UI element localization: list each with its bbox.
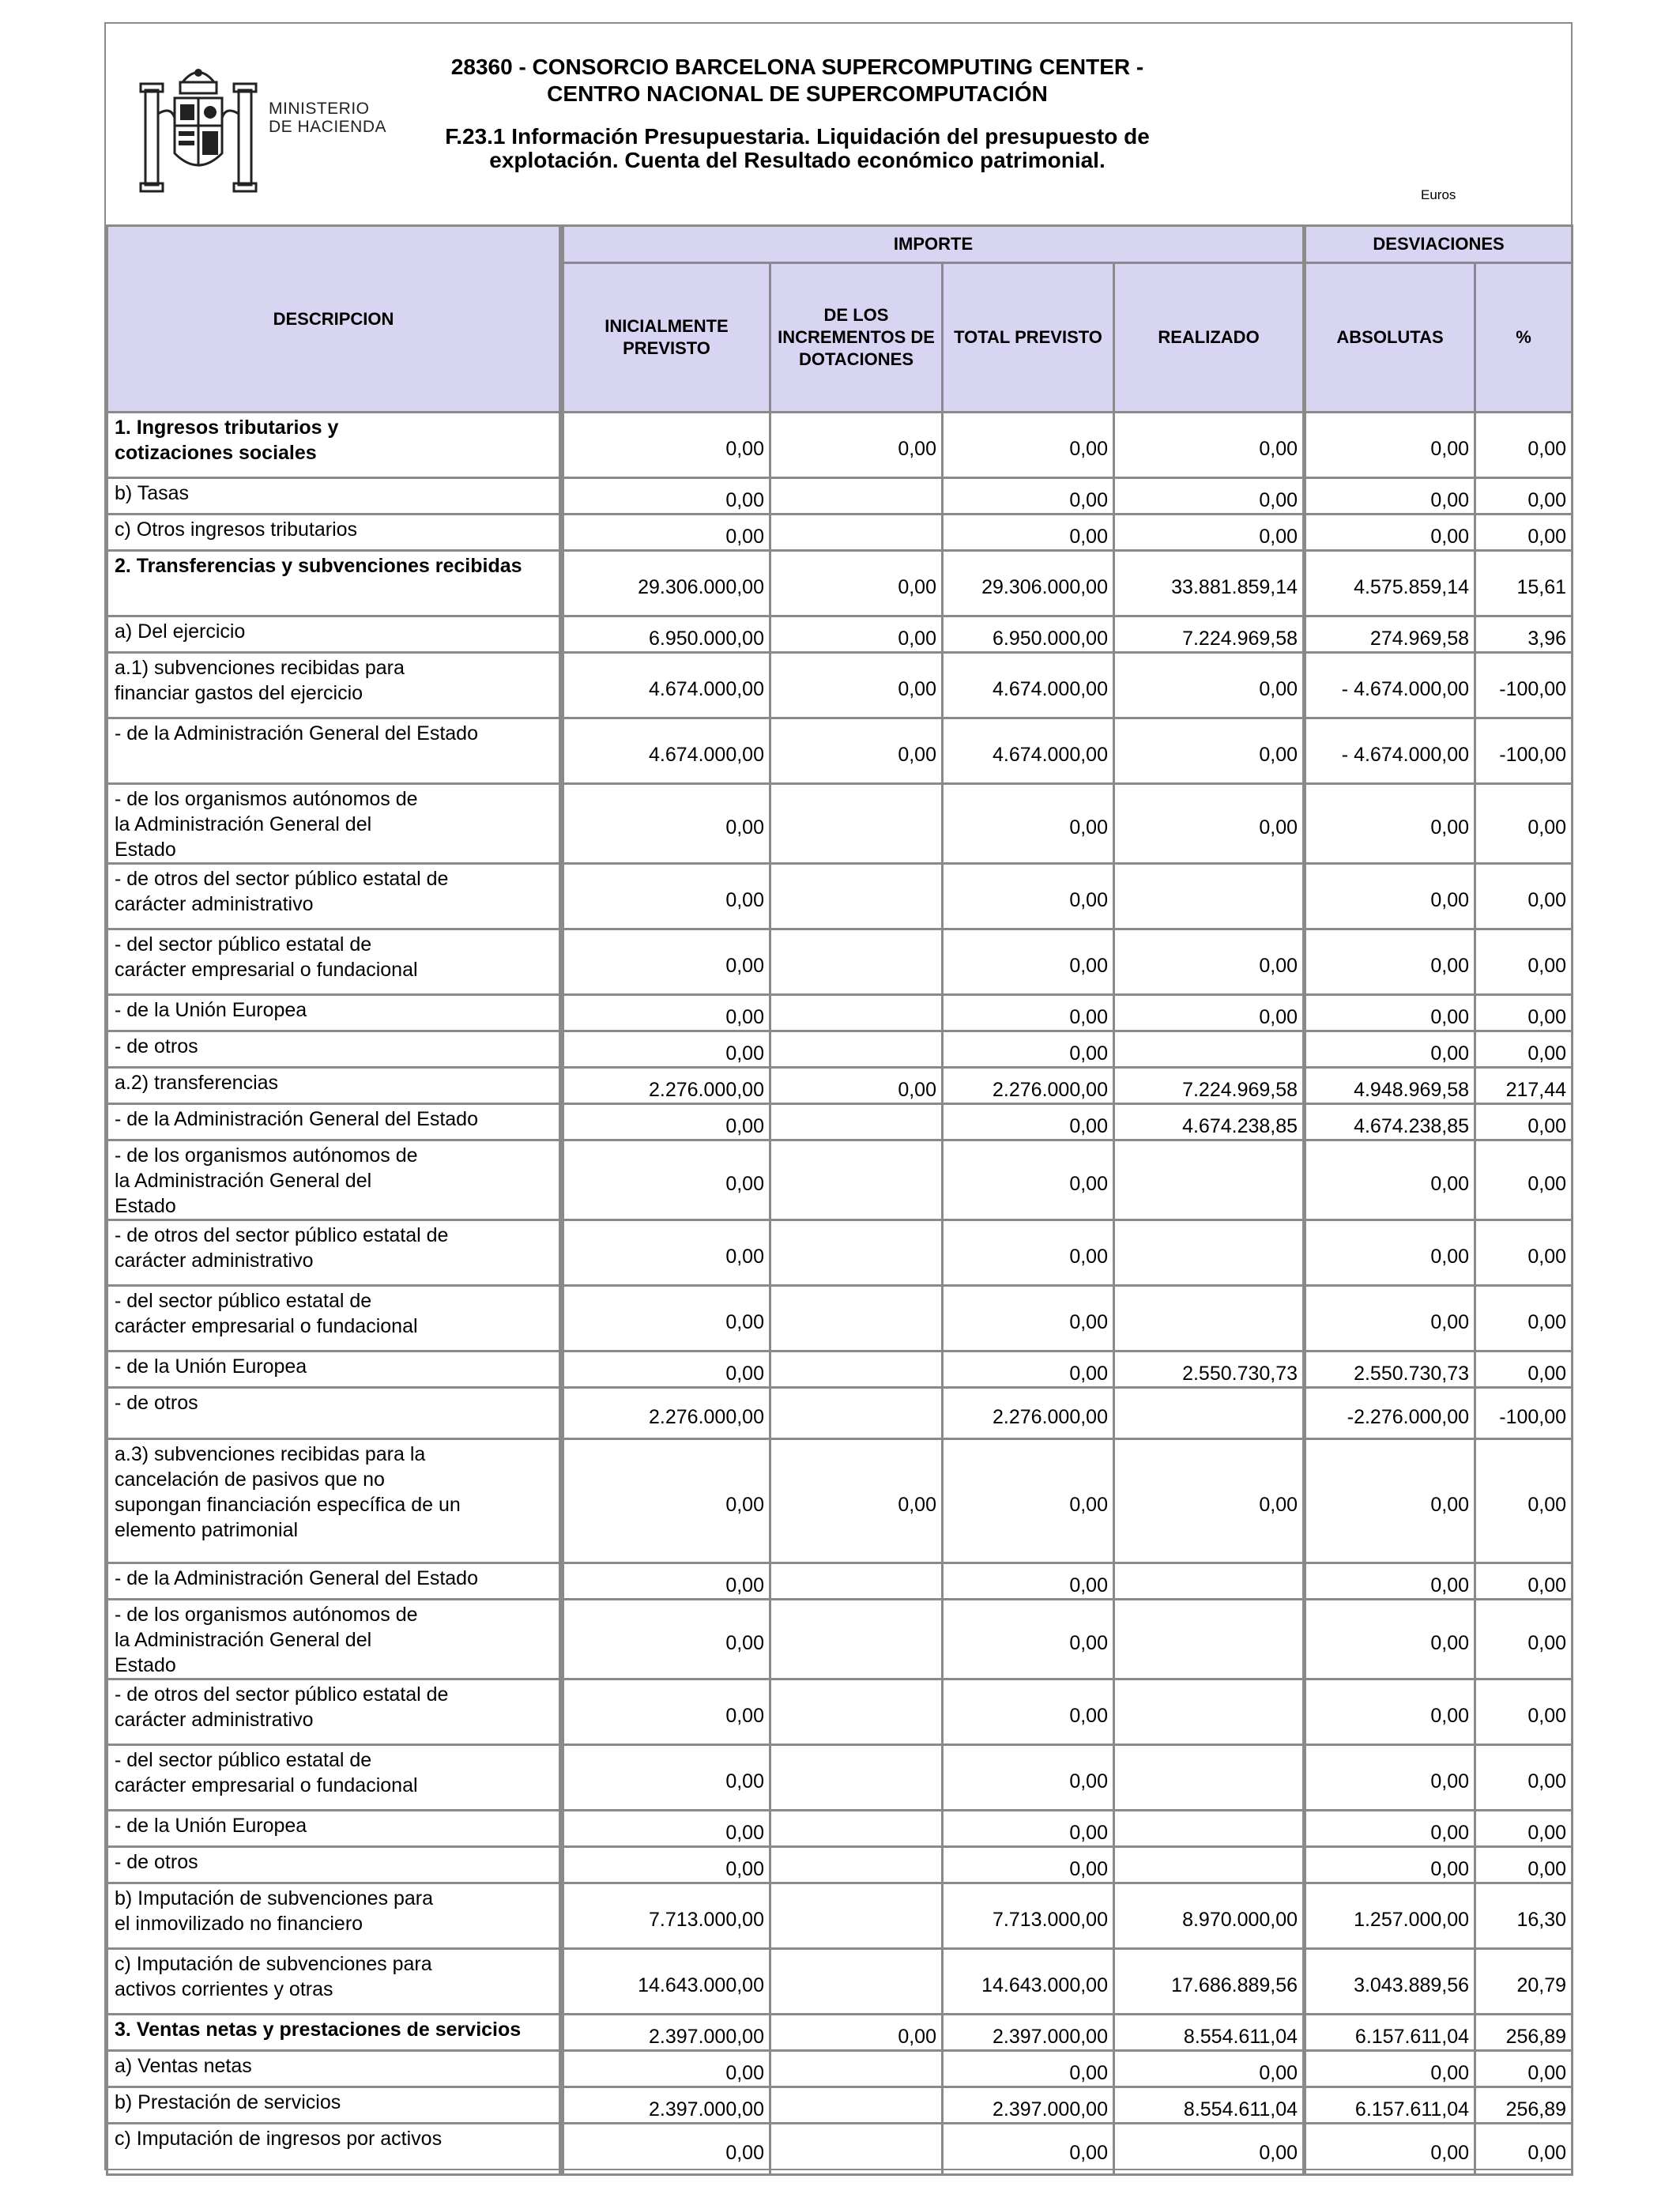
cell-inicialmente-previsto: 2.276.000,00 [562,1388,770,1439]
cell-inicialmente-previsto: 0,00 [562,864,770,929]
cell-incrementos [770,1286,943,1351]
cell-incrementos [770,1949,943,2015]
cell-realizado: 0,00 [1114,2051,1305,2087]
cell-percent: -100,00 [1475,718,1573,784]
cell-total-previsto: 0,00 [943,1031,1114,1068]
cell-percent: 0,00 [1475,413,1573,478]
row-description: - de la Unión Europea [107,995,562,1031]
cell-percent: 15,61 [1475,551,1573,616]
row-description: a) Ventas netas [107,2051,562,2087]
cell-percent: 0,00 [1475,2051,1573,2087]
cell-absolutas: 0,00 [1305,1140,1475,1220]
cell-incrementos [770,995,943,1031]
table-row [107,1439,1573,1563]
cell-total-previsto: 2.276.000,00 [943,1388,1114,1439]
cell-realizado: 0,00 [1114,995,1305,1031]
report-title-line-2: explotación. Cuenta del Resultado económico patrimonial. [489,148,1106,172]
report-title-line-1: F.23.1 Información Presupuestaria. Liquidación del presupuesto de [445,124,1150,149]
cell-inicialmente-previsto: 2.397.000,00 [562,2087,770,2124]
cell-absolutas: 4.674.238,85 [1305,1104,1475,1140]
row-description: - del sector público estatal de carácter empresarial o fundacional [107,1286,562,1351]
cell-total-previsto: 6.950.000,00 [943,616,1114,653]
cell-realizado: 8.554.611,04 [1114,2087,1305,2124]
cell-inicialmente-previsto: 29.306.000,00 [562,551,770,616]
table-row [107,1140,1573,1220]
cell-incrementos [770,1811,943,1847]
cell-inicialmente-previsto: 0,00 [562,478,770,515]
row-description: - de otros [107,1031,562,1068]
row-description: a.1) subvenciones recibidas para financiar gastos del ejercicio [107,653,562,718]
cell-absolutas: 0,00 [1305,1679,1475,1745]
cell-inicialmente-previsto: 0,00 [562,995,770,1031]
col-header-inicialmente-previsto: INICIALMENTE PREVISTO [562,263,770,413]
table-row [107,1031,1573,1068]
cell-inicialmente-previsto: 4.674.000,00 [562,718,770,784]
cell-total-previsto: 29.306.000,00 [943,551,1114,616]
entity-title-line-1: 28360 - CONSORCIO BARCELONA SUPERCOMPUTING CENTER - [450,55,1144,79]
table-row [107,1949,1573,2015]
cell-percent: 0,00 [1475,1847,1573,1883]
cell-realizado: 0,00 [1114,2124,1305,2175]
cell-realizado [1114,1847,1305,1883]
cell-inicialmente-previsto: 7.713.000,00 [562,1883,770,1949]
cell-inicialmente-previsto: 0,00 [562,1847,770,1883]
report-title [343,125,1252,172]
cell-realizado: 7.224.969,58 [1114,616,1305,653]
table-row [107,929,1573,995]
row-description: - del sector público estatal de carácter empresarial o fundacional [107,929,562,995]
cell-percent: 0,00 [1475,478,1573,515]
cell-percent: 0,00 [1475,929,1573,995]
row-description: - de la Administración General del Estado [107,1563,562,1600]
row-description: - de la Unión Europea [107,1351,562,1388]
cell-percent: -100,00 [1475,653,1573,718]
cell-total-previsto: 0,00 [943,478,1114,515]
document-sheet [104,22,1573,2170]
col-header-incrementos: DE LOS INCREMENTOS DE DOTACIONES [770,263,943,413]
cell-incrementos [770,864,943,929]
cell-realizado: 2.550.730,73 [1114,1351,1305,1388]
cell-percent: 0,00 [1475,2124,1573,2175]
document-header [106,24,1571,224]
table-row [107,1883,1573,1949]
cell-total-previsto: 0,00 [943,2051,1114,2087]
table-row [107,995,1573,1031]
ministry-line-1: MINISTERIO [269,100,370,118]
entity-title [343,54,1252,107]
cell-inicialmente-previsto: 0,00 [562,1104,770,1140]
cell-incrementos: 0,00 [770,616,943,653]
cell-incrementos [770,1031,943,1068]
cell-inicialmente-previsto: 2.276.000,00 [562,1068,770,1104]
cell-absolutas: 6.157.611,04 [1305,2015,1475,2051]
cell-absolutas: 0,00 [1305,929,1475,995]
table-row [107,784,1573,864]
table-row [107,1847,1573,1883]
table-row [107,515,1573,551]
cell-percent: 0,00 [1475,784,1573,864]
cell-absolutas: 1.257.000,00 [1305,1883,1475,1949]
cell-absolutas: 0,00 [1305,864,1475,929]
cell-realizado: 4.674.238,85 [1114,1104,1305,1140]
budget-table-body [107,413,1573,2175]
row-description: - de otros del sector público estatal de carácter administrativo [107,1220,562,1286]
cell-absolutas: 0,00 [1305,1745,1475,1811]
row-description: - de la Unión Europea [107,1811,562,1847]
cell-total-previsto: 0,00 [943,995,1114,1031]
cell-realizado [1114,1388,1305,1439]
col-header-percent: % [1475,263,1573,413]
cell-percent: 0,00 [1475,1351,1573,1388]
cell-realizado: 0,00 [1114,718,1305,784]
cell-percent: 0,00 [1475,1600,1573,1679]
table-row [107,1563,1573,1600]
cell-total-previsto: 2.276.000,00 [943,1068,1114,1104]
table-row [107,718,1573,784]
row-description: - del sector público estatal de carácter empresarial o fundacional [107,1745,562,1811]
table-row [107,551,1573,616]
row-description: a) Del ejercicio [107,616,562,653]
cell-absolutas: 0,00 [1305,1439,1475,1563]
row-description: - de otros del sector público estatal de carácter administrativo [107,1679,562,1745]
table-row [107,1104,1573,1140]
cell-incrementos [770,1220,943,1286]
table-row [107,1811,1573,1847]
row-description: a.3) subvenciones recibidas para la cancelación de pasivos que no supongan financiación específica de un elemento patrimonial [107,1439,562,1563]
cell-realizado [1114,1031,1305,1068]
cell-absolutas: 0,00 [1305,1563,1475,1600]
row-description: - de los organismos autónomos de la Administración General del Estado [107,784,562,864]
cell-absolutas: -2.276.000,00 [1305,1388,1475,1439]
cell-percent: 0,00 [1475,1104,1573,1140]
coat-of-arms-logo [139,58,258,201]
cell-inicialmente-previsto: 14.643.000,00 [562,1949,770,2015]
cell-percent: 0,00 [1475,1811,1573,1847]
row-description: - de la Administración General del Estado [107,1104,562,1140]
cell-absolutas: - 4.674.000,00 [1305,653,1475,718]
cell-percent: 0,00 [1475,515,1573,551]
cell-inicialmente-previsto: 2.397.000,00 [562,2015,770,2051]
cell-inicialmente-previsto: 0,00 [562,1220,770,1286]
cell-realizado [1114,1286,1305,1351]
cell-incrementos: 0,00 [770,2015,943,2051]
cell-incrementos [770,1745,943,1811]
cell-realizado [1114,864,1305,929]
cell-incrementos [770,1104,943,1140]
cell-inicialmente-previsto: 0,00 [562,1439,770,1563]
table-row [107,2087,1573,2124]
table-row [107,1068,1573,1104]
table-row [107,1679,1573,1745]
col-header-realizado: REALIZADO [1114,263,1305,413]
row-description: b) Imputación de subvenciones para el inmovilizado no financiero [107,1883,562,1949]
row-description: a.2) transferencias [107,1068,562,1104]
cell-absolutas: 0,00 [1305,1600,1475,1679]
cell-absolutas: 0,00 [1305,1847,1475,1883]
cell-incrementos [770,1847,943,1883]
cell-inicialmente-previsto: 0,00 [562,929,770,995]
table-row [107,1388,1573,1439]
entity-title-line-2: CENTRO NACIONAL DE SUPERCOMPUTACIÓN [547,81,1048,106]
cell-realizado [1114,1811,1305,1847]
col-header-absolutas: ABSOLUTAS [1305,263,1475,413]
row-description: b) Tasas [107,478,562,515]
cell-incrementos [770,1140,943,1220]
row-description: c) Imputación de ingresos por activos [107,2124,562,2175]
cell-realizado [1114,1220,1305,1286]
table-row [107,413,1573,478]
col-header-importe: IMPORTE [562,226,1305,263]
row-description: c) Otros ingresos tributarios [107,515,562,551]
cell-incrementos [770,2124,943,2175]
cell-total-previsto: 4.674.000,00 [943,653,1114,718]
cell-inicialmente-previsto: 0,00 [562,784,770,864]
cell-absolutas: 0,00 [1305,413,1475,478]
cell-inicialmente-previsto: 0,00 [562,1140,770,1220]
cell-absolutas: 0,00 [1305,1031,1475,1068]
cell-absolutas: 3.043.889,56 [1305,1949,1475,2015]
cell-total-previsto: 0,00 [943,515,1114,551]
cell-realizado: 0,00 [1114,515,1305,551]
cell-inicialmente-previsto: 0,00 [562,1563,770,1600]
cell-absolutas: 4.575.859,14 [1305,551,1475,616]
cell-inicialmente-previsto: 4.674.000,00 [562,653,770,718]
cell-realizado: 0,00 [1114,478,1305,515]
cell-total-previsto: 0,00 [943,413,1114,478]
cell-realizado: 7.224.969,58 [1114,1068,1305,1104]
cell-total-previsto: 0,00 [943,1600,1114,1679]
col-header-descripcion: DESCRIPCION [107,226,562,413]
cell-realizado: 0,00 [1114,1439,1305,1563]
cell-percent: 256,89 [1475,2087,1573,2124]
cell-inicialmente-previsto: 0,00 [562,515,770,551]
cell-total-previsto: 0,00 [943,1220,1114,1286]
cell-incrementos [770,2051,943,2087]
cell-realizado [1114,1600,1305,1679]
cell-absolutas: 0,00 [1305,2051,1475,2087]
cell-percent: 20,79 [1475,1949,1573,2015]
cell-inicialmente-previsto: 6.950.000,00 [562,616,770,653]
col-header-total-previsto: TOTAL PREVISTO [943,263,1114,413]
cell-total-previsto: 0,00 [943,1847,1114,1883]
cell-absolutas: 0,00 [1305,995,1475,1031]
cell-percent: 16,30 [1475,1883,1573,1949]
ministry-line-2: DE HACIENDA [269,118,387,136]
cell-incrementos [770,1351,943,1388]
row-description: 1. Ingresos tributarios y cotizaciones sociales [107,413,562,478]
cell-percent: 256,89 [1475,2015,1573,2051]
row-description: - de otros [107,1388,562,1439]
cell-percent: 0,00 [1475,1031,1573,1068]
cell-total-previsto: 0,00 [943,1811,1114,1847]
cell-percent: 0,00 [1475,1286,1573,1351]
table-row [107,1351,1573,1388]
table-row [107,616,1573,653]
cell-total-previsto: 7.713.000,00 [943,1883,1114,1949]
cell-total-previsto: 2.397.000,00 [943,2087,1114,2124]
cell-percent: 217,44 [1475,1068,1573,1104]
cell-incrementos [770,1388,943,1439]
cell-total-previsto: 0,00 [943,929,1114,995]
cell-total-previsto: 0,00 [943,1439,1114,1563]
table-row [107,2124,1573,2175]
cell-incrementos [770,1600,943,1679]
cell-absolutas: 0,00 [1305,1811,1475,1847]
cell-absolutas: 2.550.730,73 [1305,1351,1475,1388]
cell-incrementos [770,929,943,995]
row-description: - de otros [107,1847,562,1883]
cell-total-previsto: 0,00 [943,1104,1114,1140]
cell-absolutas: 6.157.611,04 [1305,2087,1475,2124]
cell-total-previsto: 0,00 [943,784,1114,864]
row-description: b) Prestación de servicios [107,2087,562,2124]
cell-total-previsto: 14.643.000,00 [943,1949,1114,2015]
cell-percent: 0,00 [1475,1563,1573,1600]
row-description: c) Imputación de subvenciones para activos corrientes y otras [107,1949,562,2015]
cell-absolutas: 0,00 [1305,1220,1475,1286]
cell-incrementos [770,1679,943,1745]
cell-total-previsto: 0,00 [943,1351,1114,1388]
table-row [107,1286,1573,1351]
currency-unit: Euros [1421,187,1456,202]
cell-incrementos [770,515,943,551]
cell-realizado [1114,1563,1305,1600]
cell-total-previsto: 0,00 [943,1286,1114,1351]
table-row [107,1220,1573,1286]
cell-absolutas: 0,00 [1305,515,1475,551]
cell-realizado: 0,00 [1114,929,1305,995]
cell-absolutas: 0,00 [1305,2124,1475,2175]
cell-incrementos: 0,00 [770,551,943,616]
cell-absolutas: - 4.674.000,00 [1305,718,1475,784]
table-row [107,653,1573,718]
budget-table [106,224,1573,2176]
cell-incrementos [770,1563,943,1600]
cell-percent: 0,00 [1475,864,1573,929]
cell-absolutas: 4.948.969,58 [1305,1068,1475,1104]
cell-incrementos: 0,00 [770,653,943,718]
cell-total-previsto: 0,00 [943,1563,1114,1600]
cell-total-previsto: 0,00 [943,1140,1114,1220]
cell-total-previsto: 4.674.000,00 [943,718,1114,784]
cell-realizado: 0,00 [1114,784,1305,864]
table-row [107,2015,1573,2051]
cell-inicialmente-previsto: 0,00 [562,1031,770,1068]
table-row [107,1600,1573,1679]
row-description: 3. Ventas netas y prestaciones de servicios [107,2015,562,2051]
col-header-desviaciones: DESVIACIONES [1305,226,1573,263]
cell-realizado: 0,00 [1114,653,1305,718]
row-description: 2. Transferencias y subvenciones recibidas [107,551,562,616]
cell-percent: 3,96 [1475,616,1573,653]
cell-inicialmente-previsto: 0,00 [562,1286,770,1351]
cell-inicialmente-previsto: 0,00 [562,1811,770,1847]
cell-incrementos [770,2087,943,2124]
cell-total-previsto: 0,00 [943,864,1114,929]
cell-realizado: 33.881.859,14 [1114,551,1305,616]
cell-absolutas: 274.969,58 [1305,616,1475,653]
cell-inicialmente-previsto: 0,00 [562,2051,770,2087]
cell-inicialmente-previsto: 0,00 [562,1679,770,1745]
cell-total-previsto: 0,00 [943,1745,1114,1811]
cell-realizado: 0,00 [1114,413,1305,478]
cell-total-previsto: 0,00 [943,2124,1114,2175]
cell-inicialmente-previsto: 0,00 [562,2124,770,2175]
cell-absolutas: 0,00 [1305,784,1475,864]
cell-percent: 0,00 [1475,1140,1573,1220]
cell-percent: 0,00 [1475,1745,1573,1811]
cell-realizado [1114,1745,1305,1811]
row-description: - de los organismos autónomos de la Administración General del Estado [107,1600,562,1679]
row-description: - de la Administración General del Estado [107,718,562,784]
cell-inicialmente-previsto: 0,00 [562,1600,770,1679]
cell-inicialmente-previsto: 0,00 [562,1351,770,1388]
cell-inicialmente-previsto: 0,00 [562,413,770,478]
cell-incrementos: 0,00 [770,1439,943,1563]
cell-incrementos: 0,00 [770,1068,943,1104]
cell-incrementos: 0,00 [770,718,943,784]
cell-incrementos [770,784,943,864]
cell-incrementos [770,478,943,515]
cell-realizado: 17.686.889,56 [1114,1949,1305,2015]
table-row [107,478,1573,515]
row-description: - de los organismos autónomos de la Administración General del Estado [107,1140,562,1220]
row-description: - de otros del sector público estatal de carácter administrativo [107,864,562,929]
cell-percent: -100,00 [1475,1388,1573,1439]
cell-percent: 0,00 [1475,1679,1573,1745]
cell-absolutas: 0,00 [1305,478,1475,515]
cell-total-previsto: 2.397.000,00 [943,2015,1114,2051]
cell-total-previsto: 0,00 [943,1679,1114,1745]
table-row [107,864,1573,929]
cell-incrementos [770,1883,943,1949]
cell-absolutas: 0,00 [1305,1286,1475,1351]
cell-realizado [1114,1679,1305,1745]
cell-percent: 0,00 [1475,1439,1573,1563]
table-row [107,1745,1573,1811]
cell-realizado: 8.970.000,00 [1114,1883,1305,1949]
cell-incrementos: 0,00 [770,413,943,478]
cell-percent: 0,00 [1475,995,1573,1031]
cell-percent: 0,00 [1475,1220,1573,1286]
cell-realizado [1114,1140,1305,1220]
cell-realizado: 8.554.611,04 [1114,2015,1305,2051]
table-row [107,2051,1573,2087]
cell-inicialmente-previsto: 0,00 [562,1745,770,1811]
